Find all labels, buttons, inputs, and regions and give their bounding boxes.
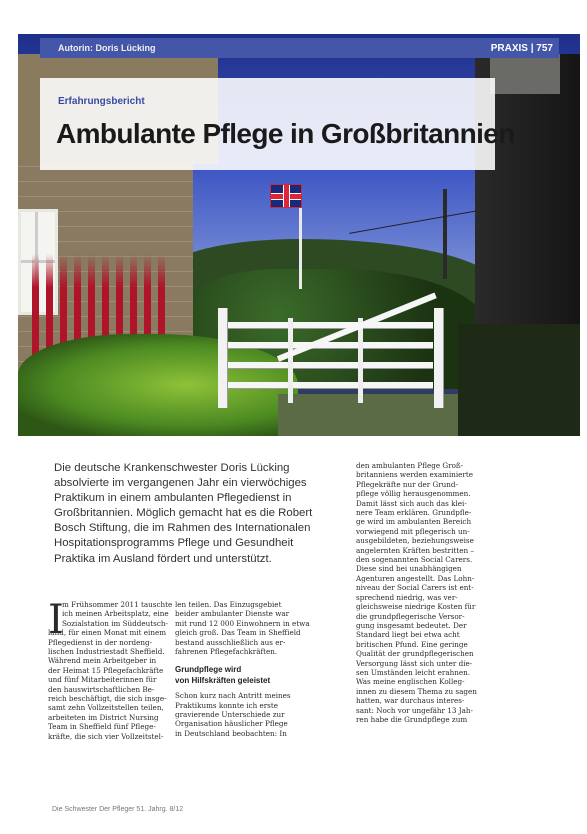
intro-paragraph bbox=[54, 461, 336, 567]
intro-line: Großbritannien. Möglich gemacht hat es die Robert bbox=[54, 507, 313, 520]
union-jack-flag-icon bbox=[270, 184, 302, 208]
body-line: lischen Industriestadt Sheffield. bbox=[48, 647, 165, 657]
body-column-3 bbox=[356, 461, 498, 724]
body-line: Agenturen angestellt. Das Lohn- bbox=[356, 573, 475, 583]
body-line: britischen Pfund. Eine geringe bbox=[356, 639, 468, 649]
body-line: sen Umständen leicht erahnen. bbox=[356, 667, 471, 677]
kicker: Erfahrungsbericht bbox=[58, 96, 145, 107]
intro-line: Praktika im Ausland fördert und unterstützt. bbox=[54, 552, 272, 565]
body-line: pflege völlig herausgenommen. bbox=[356, 489, 471, 499]
section-page-label: PRAXIS | 757 bbox=[490, 42, 553, 54]
author-label: Autorin: Doris Lücking bbox=[58, 43, 156, 53]
body-line: und fünf Mitarbeiterinnen für bbox=[48, 675, 157, 685]
body-line: Standard liegt bei etwa acht bbox=[356, 630, 460, 640]
body-line: Qualität der grundpflegerischen bbox=[356, 649, 474, 659]
body-line: reich beschäftigt, die sich insge- bbox=[48, 694, 167, 704]
intro-line: absolvierte im vergangenen Jahr ein vierwöchiges bbox=[54, 477, 307, 490]
intro-line: Praktikum in einem ambulanten Pflegedienst in bbox=[54, 492, 292, 505]
body-line: land, für einen Monat mit einem bbox=[48, 628, 167, 638]
body-line: ge wird im ambulanten Bereich bbox=[356, 517, 472, 527]
body-line: ausgebildeten, beziehungsweise bbox=[356, 536, 474, 546]
title-box bbox=[40, 78, 515, 170]
body-line: sant: Noch vor ungefähr 13 Jah- bbox=[356, 705, 473, 715]
body-line: britanniens werden examinierte bbox=[356, 470, 473, 480]
body-line: den ambulanten Pflege Groß- bbox=[356, 461, 464, 470]
body-line: Team in Sheffield fünf Pflege- bbox=[48, 722, 156, 732]
body-line: bestand ausschließlich aus er- bbox=[175, 637, 286, 647]
body-line: samt zehn Vollzeitstellen teilen, bbox=[48, 703, 164, 713]
body-line: niveau der Social Carers ist ent- bbox=[356, 583, 474, 593]
body-line: beider ambulanter Dienste war bbox=[175, 609, 290, 619]
body-line: gleich groß. Das Team in Sheffield bbox=[175, 628, 301, 638]
photo-roof bbox=[490, 54, 560, 94]
body-column-1 bbox=[48, 597, 173, 741]
body-line: mit rund 12 000 Einwohnern in etwa bbox=[175, 618, 310, 628]
subheading: Grundpflege wird bbox=[175, 665, 242, 675]
body-line: Was meine englischen Kolleg- bbox=[356, 677, 465, 687]
body-line: nere Team erklären. Grundpfle- bbox=[356, 508, 472, 518]
body-line: den sogenannten Social Carers. bbox=[356, 555, 473, 565]
body-line: angelernten Kräften bestritten – bbox=[356, 545, 474, 555]
body-column-2 bbox=[175, 600, 310, 738]
body-line: sprechend niedrig, was ver- bbox=[356, 592, 458, 602]
photo-shadow bbox=[458, 324, 580, 436]
intro-line: Die deutsche Krankenschwester Doris Lücking bbox=[54, 462, 290, 474]
body-line: Organisation häuslicher Pflege bbox=[175, 719, 288, 729]
body-line: in Deutschland beobachten: In bbox=[175, 728, 287, 738]
body-line: der Heimat 15 Pflegefachkräfte bbox=[48, 665, 164, 675]
body-line: kräfte, die sich vier Vollzeitstel- bbox=[48, 731, 164, 741]
body-line: Diese sind bei unabhängigen bbox=[356, 564, 462, 574]
body-line: Praktikums konnte ich erste bbox=[175, 700, 278, 710]
body-line: gleichsweise niedrige Kosten für bbox=[356, 602, 476, 612]
body-line: Während mein Arbeitgeber in bbox=[48, 656, 157, 666]
body-line: innen zu diesem Thema zu sagen bbox=[356, 686, 477, 696]
body-line: ren habe die Grundpflege zum bbox=[356, 714, 468, 724]
body-line: Versorgung lässt sich unter die- bbox=[356, 658, 473, 668]
body-line: den hauswirtschaftlichen Be- bbox=[48, 684, 155, 694]
drop-cap: I bbox=[48, 597, 64, 643]
photo-white-gate bbox=[218, 308, 443, 408]
body-line: die grundpflegerische Versor- bbox=[356, 611, 465, 621]
body-line: arbeiteten im District Nursing bbox=[48, 712, 159, 722]
body-line: Sozialstation im Süddeutsch- bbox=[62, 618, 168, 628]
body-line: fahrenen Pflegefachkräften. bbox=[175, 647, 278, 657]
intro-line: Bosch Stiftung, die im Rahmen des Internationalen bbox=[54, 522, 311, 535]
body-line: gravierende Unterschiede zur bbox=[175, 710, 285, 720]
body-line: Pflegekräfte nur der Grund- bbox=[356, 479, 458, 489]
body-line: gung insgesamt bedeutet. Der bbox=[356, 620, 467, 630]
intro-line: Hospitationsprogramms Pflege und Gesundheit bbox=[54, 537, 294, 550]
photo-utility-pole bbox=[443, 189, 447, 279]
body-line: Pflegedienst in der nordeng- bbox=[48, 637, 153, 647]
body-line: vorwiegend mit pflegerisch un- bbox=[356, 526, 470, 536]
body-line: Schon kurz nach Antritt meines bbox=[175, 691, 291, 701]
body-line: hatten, war durchaus interes- bbox=[356, 696, 465, 706]
body-line: Damit lässt sich auch das klei- bbox=[356, 498, 467, 508]
page-title: Ambulante Pflege in Großbritannien bbox=[56, 118, 515, 149]
body-line: len teilen. Das Einzugsgebiet bbox=[175, 600, 282, 609]
body-line: m Frühsommer 2011 tauschte bbox=[62, 600, 173, 609]
body-line: ich meinen Arbeitsplatz, eine bbox=[62, 609, 169, 619]
page-footer: Die Schwester Der Pfleger 51. Jahrg. 8/12 bbox=[52, 806, 184, 813]
header-bar bbox=[40, 38, 559, 58]
subheading: von Hilfskräften geleistet bbox=[175, 675, 271, 685]
